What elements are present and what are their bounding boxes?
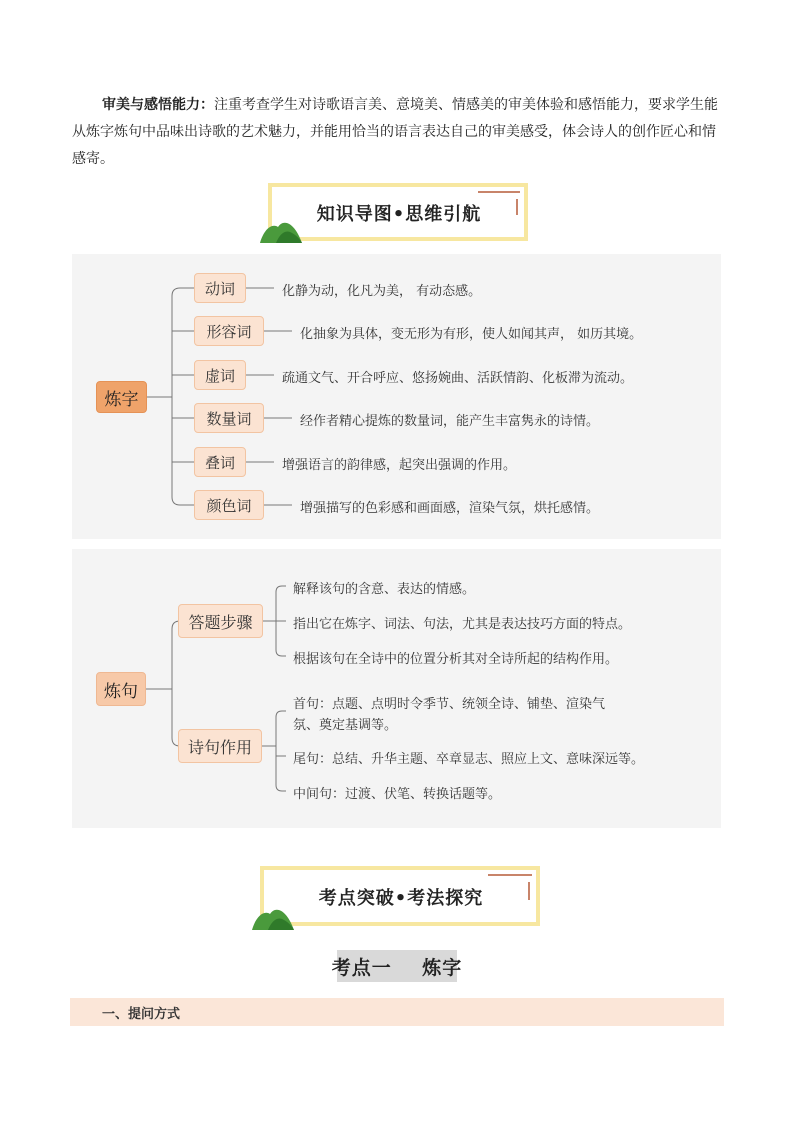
branch-label: 诗句作用 xyxy=(187,737,252,757)
step-item: 根据该句在全诗中的位置分析其对全诗所起的结构作用。 xyxy=(293,652,619,667)
banner-title: 考点突破•考法探究 xyxy=(318,888,484,909)
branch-desc: 化静为动，化凡为美， 有动态感。 xyxy=(282,284,482,299)
branch-label: 颜色词 xyxy=(206,496,252,515)
section-title xyxy=(331,950,463,982)
branch-label: 数量词 xyxy=(206,409,252,428)
branch-label: 答题步骤 xyxy=(188,612,253,632)
step-item: 解释该句的含意、表达的情感。 xyxy=(293,582,476,597)
role-item: 首句：点题、点明时令季节、统领全诗、铺垫、渲染气 xyxy=(293,697,606,712)
root-label: 炼句 xyxy=(104,681,138,702)
hill-icon xyxy=(250,904,296,930)
branch-label: 形容词 xyxy=(206,322,252,341)
branch-desc: 化抽象为具体，变无形为有形，使人如闻其声， 如历其境。 xyxy=(300,327,643,342)
branch-label: 动词 xyxy=(204,279,235,298)
role-item-continued: 氛、奠定基调等。 xyxy=(293,718,398,733)
banner-kaodian xyxy=(250,866,542,932)
banner-accent-bar xyxy=(528,882,530,900)
branch-dati-buzhou xyxy=(178,604,263,638)
root-label: 炼字 xyxy=(104,389,139,410)
intro-lead: 审美与感悟能力： xyxy=(102,97,214,113)
branch-label: 虚词 xyxy=(204,366,235,385)
role-item: 尾句：总结、升华主题、卒章显志、照应上文、意味深远等。 xyxy=(293,752,645,767)
branch-desc: 经作者精心提炼的数量词，能产生丰富隽永的诗情。 xyxy=(300,414,600,429)
branch-desc: 增强描写的色彩感和画面感，渲染气氛，烘托感情。 xyxy=(300,501,600,516)
branch-desc: 疏通文气、开合呼应、悠扬婉曲、活跃情韵、化板滞为流动。 xyxy=(282,371,634,386)
step-item: 指出它在炼字、词法、句法，尤其是表达技巧方面的特点。 xyxy=(293,617,632,632)
branch-desc: 增强语言的韵律感，起突出强调的作用。 xyxy=(282,458,517,473)
banner-accent xyxy=(488,874,532,876)
mindmap-root-lianju xyxy=(96,672,146,706)
branch-label: 叠词 xyxy=(204,453,235,472)
subhead-label: 一、提问方式 xyxy=(102,1007,181,1022)
section-title-text: 考点一 炼字 xyxy=(331,956,463,979)
banner-title: 知识导图•思维引航 xyxy=(316,204,482,225)
role-item: 中间句：过渡、伏笔、转换话题等。 xyxy=(293,787,502,802)
branch-shiju-zuoyong xyxy=(178,729,262,763)
subhead-bar xyxy=(70,998,724,1026)
intro-body: 注重考查学生对诗歌语言美、意境美、情感美的审美体验和感悟能力，要求学生能从炼字炼句中品味出诗歌的艺术魅力，并能用恰当的语言表达自己的审美感受，体会诗人的创作匠心和情感寄。 xyxy=(72,97,718,167)
